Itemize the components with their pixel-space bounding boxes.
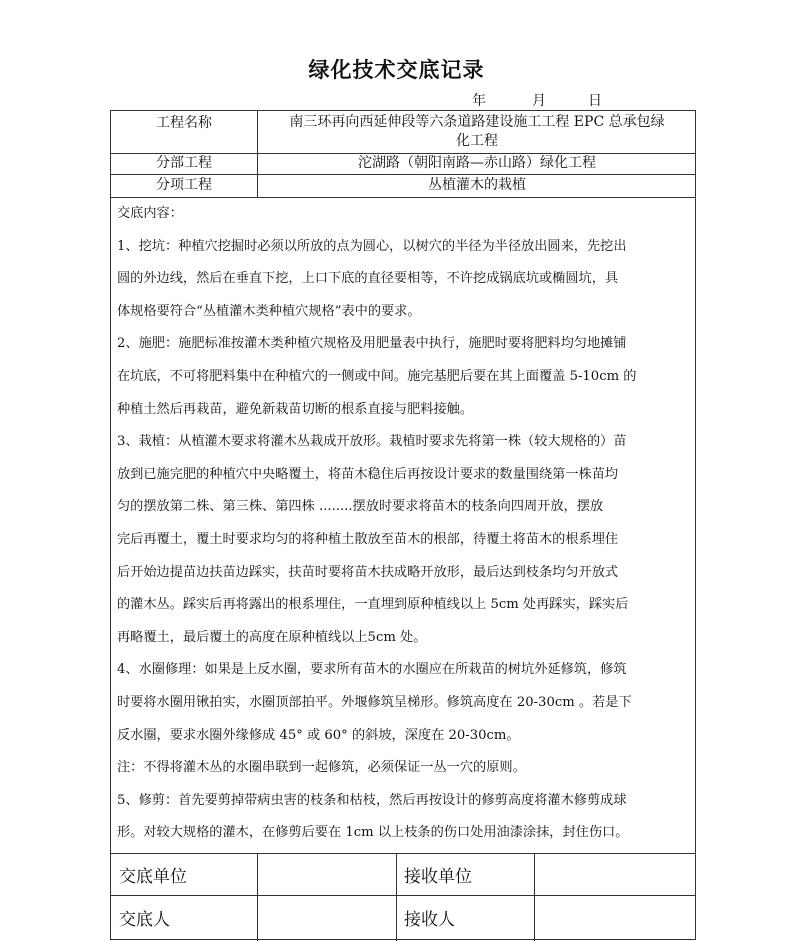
- content-line: 在坑底，不可将肥料集中在种植穴的一侧或中间。施完基肥后要在其上面覆盖 5-10cm 的: [117, 368, 637, 384]
- page-title: 绿化技术交底记录: [308, 58, 485, 82]
- date-day: 日: [588, 93, 602, 109]
- row-divider: [111, 174, 695, 175]
- row-divider: [111, 853, 695, 854]
- content-line: 的灌木丛。踩实后再将露出的根系埋住，一直埋到原种植线以上 5cm 处再踩实，踩实后: [117, 597, 629, 613]
- content-line: 后开始边提苗边扶苗边踩实，扶苗时要将苗木扶成略开放形，最后达到枝条均匀开放式: [117, 564, 619, 580]
- content-line: 注：不得将灌木丛的水圈串联到一起修筑，必须保证一丛一穴的原则。: [117, 760, 526, 776]
- column-divider: [396, 853, 397, 941]
- issuer-unit-label: 交底单位: [119, 867, 187, 887]
- project-name-line: 南三环再向西延伸段等六条道路建设施工工程 EPC 总承包绿: [289, 114, 665, 130]
- content-line: 圆的外边线，然后在垂直下挖，上口下底的直径要相等，不许挖成锅底坑或椭圆坑，具: [117, 271, 619, 287]
- issuer-label: 交底人: [119, 910, 170, 930]
- content-line: 反水圈，要求水圈外缘修成 45° 或 60° 的斜坡，深度在 20-30cm。: [117, 727, 520, 743]
- content-line: 5、修剪：首先要剪掉带病虫害的枝条和枯枝，然后再按设计的修剪高度将灌木修剪成球: [117, 792, 627, 808]
- project-name-label: 工程名称: [156, 115, 212, 131]
- record-table: [110, 110, 696, 940]
- date-month: 月: [532, 93, 546, 109]
- content-line: 种植土然后再栽苗，避免新栽苗切断的根系直接与肥料接触。: [117, 401, 474, 417]
- content-line: 再略覆土，最后覆土的高度在原种植线以上5cm 处。: [117, 629, 427, 645]
- column-divider: [257, 853, 258, 941]
- receiver-label: 接收人: [404, 910, 455, 930]
- content-line: 匀的摆放第二株、第三株、第四株 ........摆放时要求将苗木的枝条向四周开放，摆放: [117, 499, 604, 515]
- content-line: 4、水圈修理：如果是上反水圈，要求所有苗木的水圈应在所栽苗的树坑外延修筑，修筑: [117, 662, 627, 678]
- content-line: 2、施肥：施肥标准按灌木类种植穴规格及用肥量表中执行，施肥时要将肥料均匀地摊铺: [117, 336, 627, 352]
- content-intro: 交底内容：: [117, 206, 183, 221]
- column-divider: [534, 853, 535, 941]
- receiver-unit-label: 接收单位: [404, 867, 472, 887]
- division-value: 沱湖路（朝阳南路—赤山路）绿化工程: [358, 155, 596, 171]
- content-line: 3、栽植：从植灌木要求将灌木丛栽成开放形。栽植时要求先将第一株（较大规格的）苗: [117, 434, 627, 450]
- content-line: 1、挖坑：种植穴挖掘时必须以所放的点为圆心，以树穴的半径为半径放出圆来，先挖出: [117, 238, 627, 254]
- content-line: 体规格要符合“丛植灌木类种植穴规格”表中的要求。: [117, 303, 421, 319]
- row-divider: [111, 895, 695, 896]
- project-name-line: 化工程: [456, 133, 498, 149]
- subdivision-value: 丛植灌木的栽植: [428, 177, 526, 193]
- content-line: 时要将水圈用锹拍实，水圈顶部拍平。外堰修筑呈梯形。修筑高度在 20-30cm 。若是下: [117, 694, 632, 710]
- date-year: 年: [472, 93, 486, 109]
- briefing-content: [117, 198, 691, 850]
- content-line: 形。对较大规格的灌木，在修剪后要在 1cm 以上枝条的伤口处用油漆涂抹，封住伤口。: [117, 825, 629, 841]
- content-line: 完后再覆土，覆土时要求均匀的将种植土散放至苗木的根部，待覆土将苗木的根系埋住: [117, 531, 619, 547]
- content-line: 放到已施完肥的种植穴中央略覆土，将苗木稳住后再按设计要求的数量围绕第一株苗均: [117, 466, 619, 482]
- division-label: 分部工程: [156, 155, 212, 171]
- project-name-value: [257, 113, 697, 151]
- subdivision-label: 分项工程: [156, 177, 212, 193]
